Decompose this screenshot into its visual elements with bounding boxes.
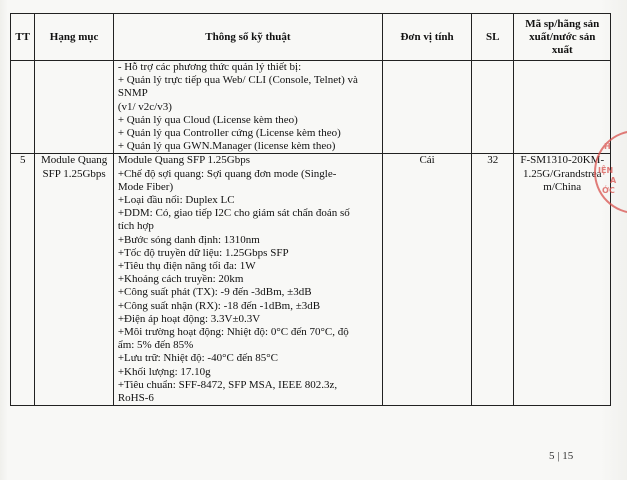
stamp-fragment: ỚC bbox=[602, 186, 615, 195]
spec-line: + Quản lý qua Cloud (License kèm theo) bbox=[117, 113, 298, 126]
spec-line: + Quản lý qua GWN.Manager (license kèm theo) bbox=[117, 140, 336, 153]
header-ma-sp-line: xuất bbox=[551, 43, 573, 56]
hang-muc-line: SFP 1.25Gbps bbox=[42, 167, 106, 180]
header-don-vi: Đơn vị tính bbox=[383, 14, 472, 61]
spec-line: Module Quang SFP 1.25Gbps bbox=[117, 154, 251, 167]
spec-line: ẩm: 5% đến 85% bbox=[117, 339, 194, 352]
spec-line: +DDM: Có, giao tiếp I2C cho giám sát chẩn đoán số bbox=[117, 207, 350, 220]
spec-line: +Tốc độ truyền dữ liệu: 1.25Gbps SFP bbox=[117, 246, 289, 259]
cell-hang-muc bbox=[35, 154, 113, 406]
spec-line: +Công suất phát (TX): -9 đến -3dBm, ±3dB bbox=[117, 286, 312, 299]
hang-muc-line: Module Quang bbox=[40, 154, 108, 167]
cell-tt-empty bbox=[11, 61, 35, 154]
spec-line: +Tiêu chuẩn: SFF-8472, SFP MSA, IEEE 802.3z, bbox=[117, 378, 338, 391]
spec-line: +Công suất nhận (RX): -18 đến -1dBm, ±3dB bbox=[117, 299, 321, 312]
cell-ma-sp bbox=[514, 154, 614, 406]
page-number: 5 | 15 bbox=[549, 450, 574, 462]
spec-line: - Hỗ trợ các phương thức quản lý thiết bị: bbox=[117, 61, 302, 73]
spec-line: +Khối lượng: 17.10g bbox=[117, 365, 211, 378]
header-ma-sp-line: xuất/nước sản bbox=[529, 30, 596, 43]
spec-line: +Bước sóng danh định: 1310nm bbox=[117, 233, 260, 246]
spec-line: +Môi trường hoạt động: Nhiệt độ: 0°C đến 70°C, độ bbox=[117, 326, 349, 339]
spec-line: (v1/ v2c/v3) bbox=[117, 100, 172, 113]
cell-spec-previous bbox=[113, 61, 382, 154]
spec-line: +Tiêu thụ điện năng tối đa: 1W bbox=[117, 260, 256, 273]
spec-line: tích hợp bbox=[117, 220, 154, 233]
cell-sl-empty bbox=[472, 61, 514, 154]
cell-tt: 5 bbox=[11, 154, 35, 406]
spec-line: Mode Fiber) bbox=[117, 180, 174, 193]
spec-line: +Chế độ sợi quang: Sợi quang đơn mode (Single- bbox=[117, 167, 337, 180]
ma-sp-line: F-SM1310-20KM- bbox=[520, 154, 605, 167]
cell-ma-sp-empty bbox=[514, 61, 611, 154]
header-tt: TT bbox=[11, 14, 35, 61]
spec-line: +Khoảng cách truyền: 20km bbox=[117, 273, 244, 286]
stamp-fragment: A bbox=[610, 176, 617, 185]
spec-line: SNMP bbox=[117, 87, 148, 100]
spec-line: +Lưu trữ: Nhiệt độ: -40°C đến 85°C bbox=[117, 352, 278, 365]
cell-sl: 32 bbox=[472, 154, 514, 406]
ma-sp-line: 1.25G/Grandstrea bbox=[522, 167, 602, 180]
spec-line: +Điện áp hoạt động: 3.3V±0.3V bbox=[117, 312, 261, 325]
table-header-row bbox=[11, 14, 611, 61]
header-hang-muc: Hạng mục bbox=[35, 14, 113, 61]
header-ma-sp-line: Mã sp/hãng sản bbox=[525, 17, 600, 30]
spec-line: +Loại đầu nối: Duplex LC bbox=[117, 194, 235, 207]
cell-spec bbox=[113, 154, 382, 406]
header-sl: SL bbox=[472, 14, 514, 61]
cell-don-vi-empty bbox=[383, 61, 472, 154]
spec-table bbox=[10, 13, 614, 406]
stamp-fragment: H bbox=[604, 142, 611, 151]
spec-line: RoHS-6 bbox=[117, 392, 154, 405]
cell-don-vi: Cái bbox=[383, 154, 472, 406]
ma-sp-line: m/China bbox=[543, 180, 582, 193]
spec-line: + Quản lý trực tiếp qua Web/ CLI (Console, Telnet) và bbox=[117, 74, 358, 87]
table-row-5 bbox=[11, 154, 611, 406]
spec-line: + Quản lý qua Controller cứng (License kèm theo) bbox=[117, 127, 341, 140]
stamp-fragment: IỆN bbox=[598, 166, 614, 175]
header-thong-so: Thông số kỹ thuật bbox=[113, 14, 382, 61]
cell-hang-muc-empty bbox=[35, 61, 113, 154]
table-row-previous bbox=[11, 61, 611, 154]
header-ma-sp bbox=[514, 14, 611, 61]
